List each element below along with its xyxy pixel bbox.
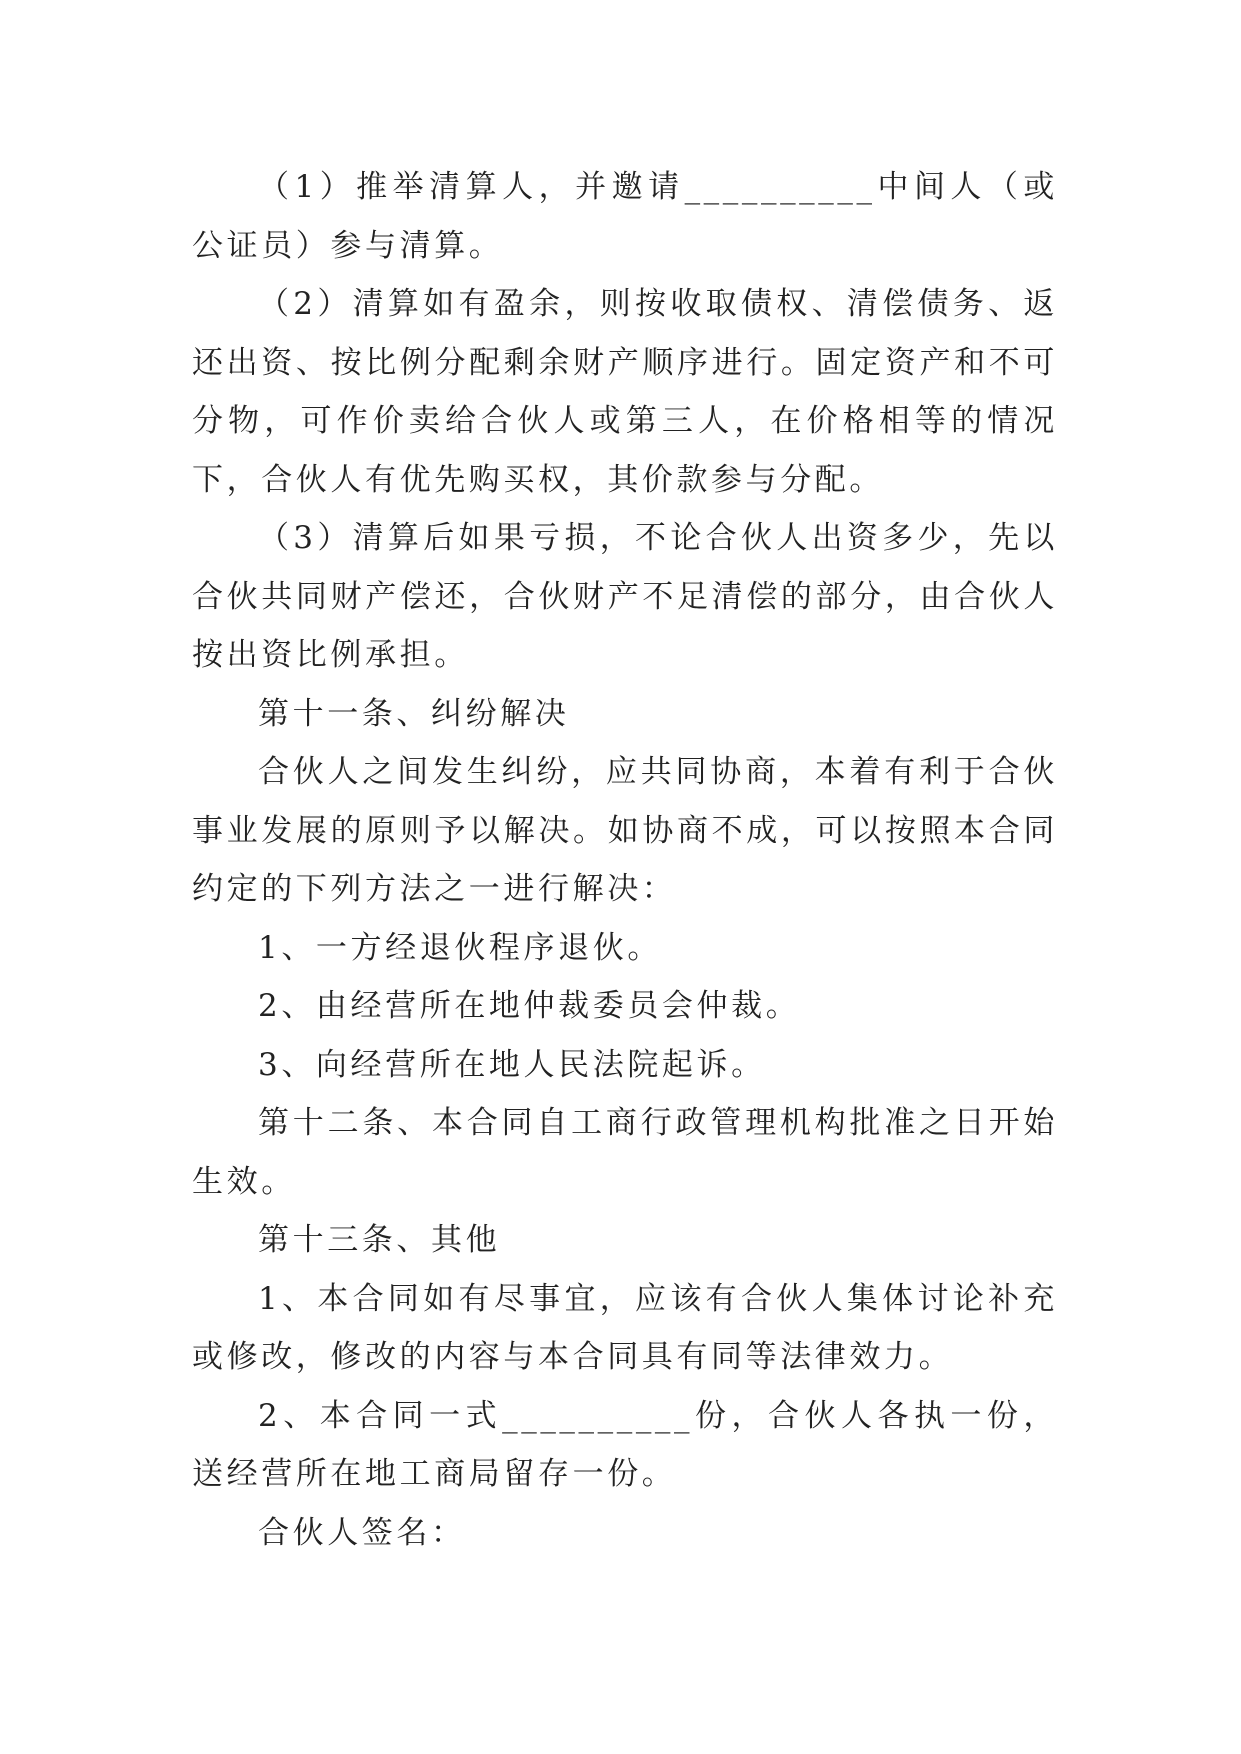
list-item-litigation: 3、向经营所在地人民法院起诉。	[258, 1046, 766, 1083]
document-body	[192, 158, 1058, 1562]
paragraph-liquidator: （1）推举清算人，并邀请__________中间人（或公证员）参与清算。	[192, 169, 1058, 264]
list-item-amendment: 1、本合同如有尽事宜，应该有合伙人集体讨论补充或修改，修改的内容与本合同具有同等法律效力。	[192, 1280, 1058, 1375]
list-item-arbitration: 2、由经营所在地仲裁委员会仲裁。	[258, 988, 801, 1024]
signature-label: 合伙人签名：	[258, 1514, 466, 1551]
paragraph-dispute-intro: 合伙人之间发生纠纷，应共同协商，本着有利于合伙事业发展的原则予以解决。如协商不成，可以按照本合同约定的下列方法之一进行解决：	[192, 754, 1058, 907]
list-item-copies: 2、本合同一式__________份，合伙人各执一份，送经营所在地工商局留存一份。	[192, 1397, 1058, 1492]
heading-article-12: 第十二条、本合同自工商行政管理机构批准之日开始生效。	[192, 1105, 1058, 1200]
paragraph-surplus-distribution: （2）清算如有盈余，则按收取债权、清偿债务、返还出资、按比例分配剩余财产顺序进行。固定资产和不可分物，可作价卖给合伙人或第三人，在价格相等的情况下，合伙人有优先购买权，其价款参与分配。	[192, 286, 1058, 498]
heading-article-11: 第十一条、纠纷解决	[258, 695, 570, 732]
heading-article-13: 第十三条、其他	[258, 1222, 501, 1258]
paragraph-loss-handling: （3）清算后如果亏损，不论合伙人出资多少，先以合伙共同财产偿还，合伙财产不足清偿的部分，由合伙人按出资比例承担。	[192, 520, 1058, 673]
list-item-withdrawal: 1、一方经退伙程序退伙。	[258, 929, 662, 966]
